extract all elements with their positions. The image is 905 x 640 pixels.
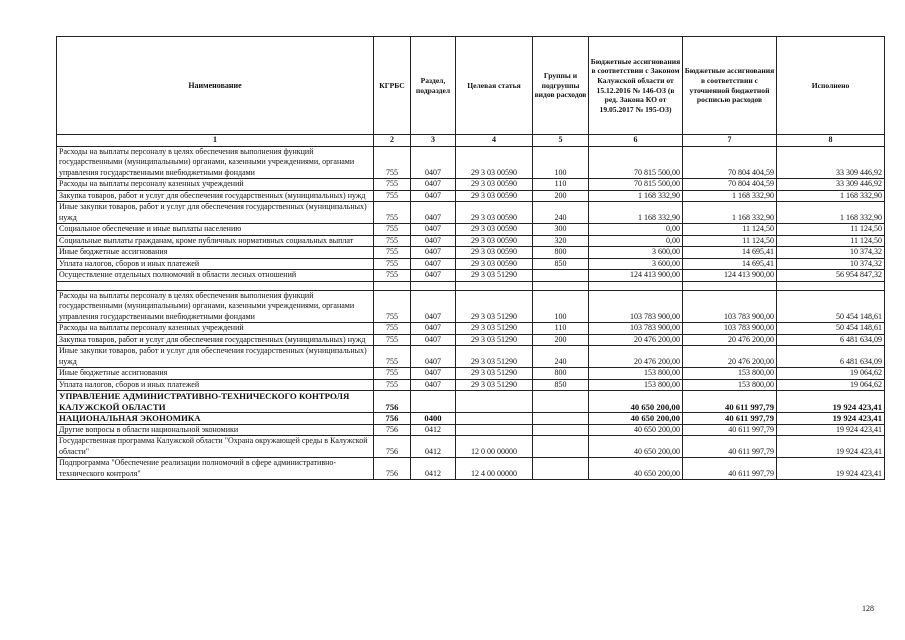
row-kgrbs: 755 (374, 270, 411, 282)
table-body (57, 146, 885, 480)
row-executed: 6 481 634,09 (777, 346, 885, 368)
row-expense-group: 240 (533, 202, 589, 224)
row-razdel: 0407 (411, 179, 456, 191)
row-kgrbs: 755 (374, 179, 411, 191)
row-law-allocation: 0,00 (589, 224, 683, 236)
row-executed: 50 454 148,61 (777, 323, 885, 335)
row-name: Иные бюджетные ассигнования (57, 368, 374, 380)
table-row (57, 290, 885, 323)
row-name: УПРАВЛЕНИЕ АДМИНИСТРАТИВНО-ТЕХНИЧЕСКОГО КОНТРОЛЯ КАЛУЖСКОЙ ОБЛАСТИ (57, 391, 374, 413)
column-number: 1 (57, 135, 374, 147)
row-target-article: 12 4 00 00000 (456, 458, 533, 480)
row-expense-group: 200 (533, 190, 589, 202)
row-executed: 6 481 634,09 (777, 334, 885, 346)
row-name: Расходы на выплаты персоналу казенных учреждений (57, 179, 374, 191)
row-refined-allocation: 124 413 900,00 (683, 270, 777, 282)
row-name: Уплата налогов, сборов и иных платежей (57, 379, 374, 391)
row-law-allocation: 40 650 200,00 (589, 436, 683, 458)
row-executed: 1 168 332,90 (777, 202, 885, 224)
row-executed: 11 124,50 (777, 235, 885, 247)
row-name: Расходы на выплаты персоналу казенных учреждений (57, 323, 374, 335)
empty-cell (683, 281, 777, 290)
row-kgrbs: 756 (374, 413, 411, 425)
table-row (57, 458, 885, 480)
row-refined-allocation: 40 611 997,79 (683, 391, 777, 413)
table-row (57, 368, 885, 380)
row-kgrbs: 755 (374, 290, 411, 323)
row-target-article: 29 3 03 51290 (456, 368, 533, 380)
row-target-article: 29 3 03 51290 (456, 290, 533, 323)
row-executed: 50 454 148,61 (777, 290, 885, 323)
row-razdel: 0407 (411, 235, 456, 247)
row-refined-allocation: 153 800,00 (683, 379, 777, 391)
row-razdel: 0407 (411, 334, 456, 346)
table-row (57, 202, 885, 224)
header-kgrbs: КГРБС (374, 37, 411, 135)
row-executed: 19 924 423,41 (777, 391, 885, 413)
row-razdel: 0407 (411, 146, 456, 179)
row-law-allocation: 40 650 200,00 (589, 413, 683, 425)
row-law-allocation: 3 600,00 (589, 247, 683, 259)
row-target-article: 29 3 03 51290 (456, 323, 533, 335)
row-executed: 19 924 423,41 (777, 413, 885, 425)
row-kgrbs: 755 (374, 146, 411, 179)
row-name: Социальные выплаты гражданам, кроме публичных нормативных социальных выплат (57, 235, 374, 247)
empty-cell (456, 281, 533, 290)
row-refined-allocation: 103 783 900,00 (683, 290, 777, 323)
table-row (57, 346, 885, 368)
row-razdel: 0407 (411, 346, 456, 368)
header-law-allocation: Бюджетные ассигнования в соответствии с Законом Калужской области от 15.12.2016 № 146-ОЗ (в ред. Закона КО от 19.05.2017 № 195-ОЗ) (589, 37, 683, 135)
row-razdel: 0407 (411, 224, 456, 236)
row-name: Расходы на выплаты персоналу в целях обеспечения выполнения функций государственными (муниципальными) органами, казенными учреждениями, органами управления государственными внебюджетными фондами (57, 146, 374, 179)
row-target-article (456, 424, 533, 436)
row-expense-group: 850 (533, 258, 589, 270)
row-razdel: 0407 (411, 323, 456, 335)
row-name: НАЦИОНАЛЬНАЯ ЭКОНОМИКА (57, 413, 374, 425)
row-refined-allocation: 70 804 404,59 (683, 179, 777, 191)
row-name: Расходы на выплаты персоналу в целях обеспечения выполнения функций государственными (муниципальными) органами, казенными учреждениями, органами управления государственными внебюджетными фондами (57, 290, 374, 323)
row-target-article: 12 0 00 00000 (456, 436, 533, 458)
row-name: Иные закупки товаров, работ и услуг для обеспечения государственных (муниципальных) нужд (57, 346, 374, 368)
row-razdel: 0407 (411, 270, 456, 282)
row-expense-group: 800 (533, 368, 589, 380)
row-refined-allocation: 40 611 997,79 (683, 413, 777, 425)
row-expense-group (533, 391, 589, 413)
row-razdel: 0400 (411, 413, 456, 425)
table-row (57, 323, 885, 335)
row-refined-allocation: 40 611 997,79 (683, 458, 777, 480)
row-razdel: 0412 (411, 458, 456, 480)
row-expense-group: 800 (533, 247, 589, 259)
row-kgrbs: 755 (374, 190, 411, 202)
table-row (57, 224, 885, 236)
empty-cell (777, 281, 885, 290)
row-executed: 33 309 446,92 (777, 179, 885, 191)
row-name: Подпрограмма "Обеспечение реализации полномочий в сфере административно-технического контроля" (57, 458, 374, 480)
table-row (57, 281, 885, 290)
row-refined-allocation: 20 476 200,00 (683, 346, 777, 368)
row-refined-allocation: 20 476 200,00 (683, 334, 777, 346)
row-executed: 10 374,32 (777, 258, 885, 270)
header-target-article: Целевая статья (456, 37, 533, 135)
row-kgrbs: 755 (374, 368, 411, 380)
row-law-allocation: 0,00 (589, 235, 683, 247)
row-kgrbs: 755 (374, 379, 411, 391)
header-name: Наименование (57, 37, 374, 135)
row-kgrbs: 756 (374, 391, 411, 413)
column-number: 6 (589, 135, 683, 147)
row-razdel: 0407 (411, 247, 456, 259)
row-expense-group: 240 (533, 346, 589, 368)
row-law-allocation: 20 476 200,00 (589, 346, 683, 368)
row-law-allocation: 124 413 900,00 (589, 270, 683, 282)
row-name: Государственная программа Калужской области "Охрана окружающей среды в Калужской области" (57, 436, 374, 458)
column-number: 2 (374, 135, 411, 147)
row-razdel: 0407 (411, 190, 456, 202)
row-refined-allocation: 40 611 997,79 (683, 436, 777, 458)
table-row (57, 270, 885, 282)
table-row (57, 146, 885, 179)
column-number: 7 (683, 135, 777, 147)
row-kgrbs: 755 (374, 235, 411, 247)
row-law-allocation: 70 815 500,00 (589, 179, 683, 191)
row-razdel: 0407 (411, 379, 456, 391)
row-law-allocation: 3 600,00 (589, 258, 683, 270)
row-name: Иные бюджетные ассигнования (57, 247, 374, 259)
row-executed: 11 124,50 (777, 224, 885, 236)
row-target-article: 29 3 03 51290 (456, 334, 533, 346)
row-name: Другие вопросы в области национальной экономики (57, 424, 374, 436)
row-kgrbs: 755 (374, 346, 411, 368)
row-target-article: 29 3 03 00590 (456, 202, 533, 224)
row-expense-group: 320 (533, 235, 589, 247)
row-refined-allocation: 103 783 900,00 (683, 323, 777, 335)
row-refined-allocation: 153 800,00 (683, 368, 777, 380)
table-row (57, 391, 885, 413)
row-law-allocation: 70 815 500,00 (589, 146, 683, 179)
table-row (57, 424, 885, 436)
row-executed: 10 374,32 (777, 247, 885, 259)
empty-cell (533, 281, 589, 290)
header-razdel: Раздел, подраздел (411, 37, 456, 135)
header-expense-group: Группы и подгруппы видов расходов (533, 37, 589, 135)
row-name: Осуществление отдельных полномочий в области лесных отношений (57, 270, 374, 282)
row-refined-allocation: 70 804 404,59 (683, 146, 777, 179)
column-number: 5 (533, 135, 589, 147)
row-executed: 19 924 423,41 (777, 458, 885, 480)
row-target-article: 29 3 03 51290 (456, 270, 533, 282)
row-expense-group (533, 413, 589, 425)
row-expense-group: 100 (533, 146, 589, 179)
column-number: 3 (411, 135, 456, 147)
row-refined-allocation: 14 695,41 (683, 258, 777, 270)
empty-cell (411, 281, 456, 290)
empty-cell (589, 281, 683, 290)
row-target-article: 29 3 03 00590 (456, 224, 533, 236)
row-target-article (456, 413, 533, 425)
table-row (57, 179, 885, 191)
row-law-allocation: 153 800,00 (589, 379, 683, 391)
table-row (57, 258, 885, 270)
row-expense-group: 100 (533, 290, 589, 323)
row-expense-group (533, 458, 589, 480)
column-number: 4 (456, 135, 533, 147)
column-number-row (57, 135, 885, 147)
row-law-allocation: 1 168 332,90 (589, 202, 683, 224)
header-refined-allocation: Бюджетные ассигнования в соответствии с уточненной бюджетной росписью расходов (683, 37, 777, 135)
row-kgrbs: 756 (374, 458, 411, 480)
row-kgrbs: 755 (374, 323, 411, 335)
table-row (57, 247, 885, 259)
table-row (57, 190, 885, 202)
row-target-article: 29 3 03 00590 (456, 190, 533, 202)
table-row (57, 379, 885, 391)
row-target-article: 29 3 03 00590 (456, 179, 533, 191)
table-row (57, 334, 885, 346)
row-expense-group (533, 436, 589, 458)
empty-cell (374, 281, 411, 290)
row-razdel: 0407 (411, 202, 456, 224)
row-kgrbs: 755 (374, 247, 411, 259)
row-target-article: 29 3 03 00590 (456, 247, 533, 259)
row-expense-group (533, 424, 589, 436)
budget-table (56, 36, 885, 480)
row-refined-allocation: 11 124,50 (683, 235, 777, 247)
table-row (57, 436, 885, 458)
table-row (57, 413, 885, 425)
row-law-allocation: 1 168 332,90 (589, 190, 683, 202)
header-row (57, 37, 885, 135)
row-refined-allocation: 11 124,50 (683, 224, 777, 236)
row-name: Иные закупки товаров, работ и услуг для обеспечения государственных (муниципальных) нужд (57, 202, 374, 224)
row-target-article: 29 3 03 00590 (456, 258, 533, 270)
row-kgrbs: 755 (374, 334, 411, 346)
row-kgrbs: 755 (374, 224, 411, 236)
row-law-allocation: 20 476 200,00 (589, 334, 683, 346)
page-number: 128 (862, 604, 874, 613)
row-kgrbs: 755 (374, 202, 411, 224)
row-executed: 33 309 446,92 (777, 146, 885, 179)
row-expense-group: 110 (533, 179, 589, 191)
row-executed: 19 924 423,41 (777, 436, 885, 458)
row-razdel: 0407 (411, 258, 456, 270)
row-name: Уплата налогов, сборов и иных платежей (57, 258, 374, 270)
row-kgrbs: 755 (374, 258, 411, 270)
row-name: Закупка товаров, работ и услуг для обеспечения государственных (муниципальных) нужд (57, 190, 374, 202)
row-target-article (456, 391, 533, 413)
row-law-allocation: 153 800,00 (589, 368, 683, 380)
row-name: Социальное обеспечение и иные выплаты населению (57, 224, 374, 236)
row-razdel: 0412 (411, 436, 456, 458)
row-razdel: 0407 (411, 368, 456, 380)
row-target-article: 29 3 03 00590 (456, 146, 533, 179)
row-razdel (411, 391, 456, 413)
row-expense-group: 110 (533, 323, 589, 335)
row-executed: 56 954 847,32 (777, 270, 885, 282)
row-razdel: 0407 (411, 290, 456, 323)
table-row (57, 235, 885, 247)
row-refined-allocation: 1 168 332,90 (683, 202, 777, 224)
row-expense-group: 300 (533, 224, 589, 236)
row-name: Закупка товаров, работ и услуг для обеспечения государственных (муниципальных) нужд (57, 334, 374, 346)
row-law-allocation: 40 650 200,00 (589, 391, 683, 413)
row-executed: 1 168 332,90 (777, 190, 885, 202)
row-executed: 19 064,62 (777, 368, 885, 380)
row-razdel: 0412 (411, 424, 456, 436)
empty-cell (57, 281, 374, 290)
column-number: 8 (777, 135, 885, 147)
row-refined-allocation: 14 695,41 (683, 247, 777, 259)
header-executed: Исполнено (777, 37, 885, 135)
row-expense-group (533, 270, 589, 282)
row-refined-allocation: 1 168 332,90 (683, 190, 777, 202)
row-executed: 19 064,62 (777, 379, 885, 391)
row-target-article: 29 3 03 00590 (456, 235, 533, 247)
row-kgrbs: 756 (374, 436, 411, 458)
row-expense-group: 200 (533, 334, 589, 346)
row-kgrbs: 756 (374, 424, 411, 436)
row-executed: 19 924 423,41 (777, 424, 885, 436)
row-target-article: 29 3 03 51290 (456, 379, 533, 391)
row-refined-allocation: 40 611 997,79 (683, 424, 777, 436)
row-expense-group: 850 (533, 379, 589, 391)
row-law-allocation: 103 783 900,00 (589, 323, 683, 335)
row-target-article: 29 3 03 51290 (456, 346, 533, 368)
row-law-allocation: 40 650 200,00 (589, 424, 683, 436)
row-law-allocation: 40 650 200,00 (589, 458, 683, 480)
row-law-allocation: 103 783 900,00 (589, 290, 683, 323)
